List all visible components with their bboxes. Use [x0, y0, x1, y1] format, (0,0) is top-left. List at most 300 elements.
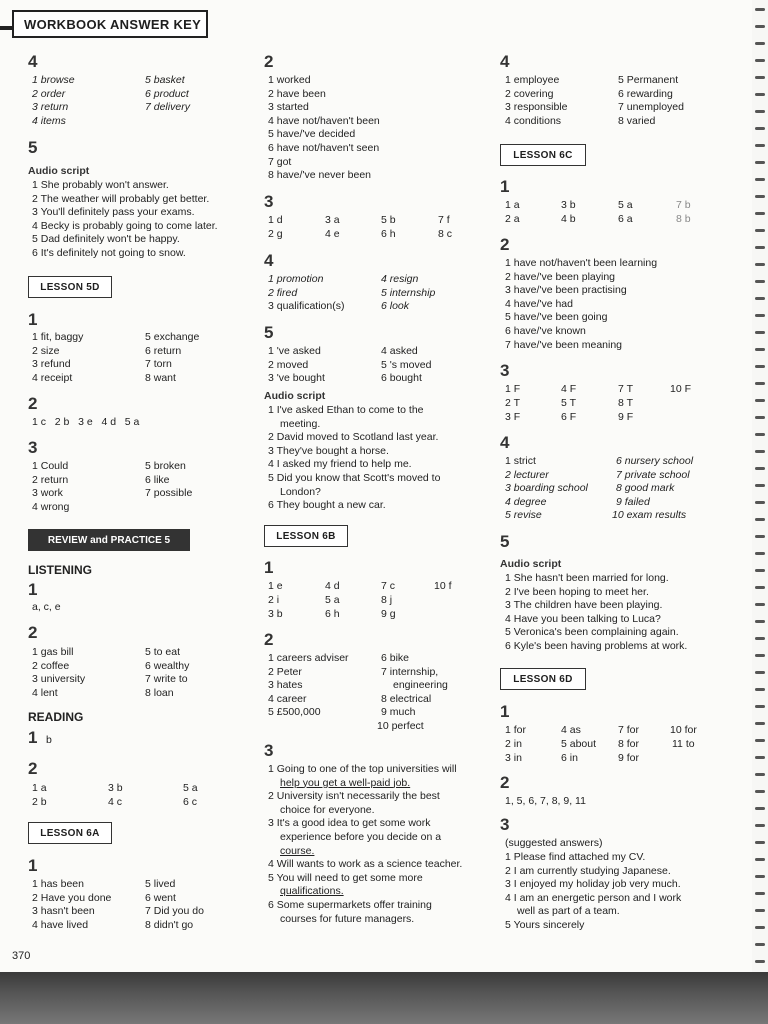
answer-item: 1 careers adviser: [268, 652, 349, 664]
answer-item: 4 wrong: [32, 500, 70, 513]
answer-item: 4 receipt: [32, 371, 73, 384]
answer-item: 8 c: [438, 228, 453, 240]
answer-item: 4 as: [561, 724, 581, 736]
answer-item: 3 a: [325, 214, 340, 226]
answer-item: 3 qualification(s): [268, 300, 345, 313]
binding-ring: [755, 314, 765, 317]
exercise-number: 2: [28, 394, 38, 413]
script-line: 3 The children have been playing.: [505, 599, 663, 612]
answer-item: 1 for: [505, 724, 527, 736]
binding-ring: [755, 773, 765, 776]
answer-item: 6 Some supermarkets offer training: [268, 898, 432, 911]
exercise-number: 1: [28, 580, 38, 599]
answer-item: 4 resign: [381, 273, 419, 285]
exercise-number: 5: [28, 138, 38, 157]
binding-ring: [755, 484, 765, 487]
script-line: 6 Kyle's been having problems at work.: [505, 639, 688, 652]
answer-list: [32, 878, 111, 932]
binding-ring: [755, 76, 765, 79]
answer-item: 5 have/'ve decided: [268, 128, 356, 141]
answer-item: 10 f: [434, 580, 452, 592]
answer-item: 5 broken: [145, 460, 186, 472]
answer-list: [612, 455, 694, 523]
answer-list: [618, 74, 684, 128]
answer-item: 8 electrical: [381, 692, 432, 705]
page-title: WORKBOOK ANSWER KEY: [12, 10, 208, 38]
answer-item: 6 return: [145, 344, 182, 357]
script-line: 5 Did you know that Scott's moved to: [268, 471, 441, 484]
answer-item: 2 fired: [268, 286, 298, 299]
answer-item: 8 j: [381, 594, 393, 606]
exercise-number: 5: [264, 323, 274, 342]
binding-ring: [755, 178, 765, 181]
answer-list: [145, 460, 192, 501]
answer-item: 2 Peter: [268, 665, 302, 678]
answer-list: [381, 345, 431, 386]
answer-item: 4 items: [32, 114, 66, 127]
binding-ring: [755, 620, 765, 623]
answer-item: 1 gas bill: [32, 646, 74, 658]
exercise-number: 1: [264, 558, 274, 577]
exercise-number: 4: [500, 52, 510, 71]
answer-item: 5 's moved: [381, 358, 432, 371]
answer-item: 4 c: [108, 795, 123, 808]
answer-item: 2 g: [268, 228, 283, 240]
answer-item: 7 have/'ve been meaning: [505, 338, 623, 351]
answer-line: 1 c 2 b 3 e 4 d 5 a: [32, 416, 140, 428]
answer-item: experience before you decide on a: [280, 830, 442, 843]
binding-ring: [755, 841, 765, 844]
lesson-6d-heading: LESSON 6D: [500, 668, 586, 690]
answer-item: 6 product: [145, 87, 189, 100]
exercise-number: 3: [500, 361, 510, 380]
script-line: 2 I've been hoping to meet her.: [505, 585, 649, 598]
answer-item: 6 c: [183, 795, 198, 808]
answer-item: 3 work: [32, 487, 63, 500]
answer-item: 3 hates: [268, 679, 303, 692]
answer-item: 3 I enjoyed my holiday job very much.: [505, 878, 681, 891]
answer-list: [145, 331, 199, 385]
exercise-number: 3: [28, 438, 38, 457]
script-line: 4 I asked my friend to help me.: [268, 458, 412, 471]
binding-ring: [755, 807, 765, 810]
answer-item: 3 in: [505, 752, 522, 764]
answer-item: 7 delivery: [145, 101, 190, 114]
answer-item: 6 wealthy: [145, 659, 190, 672]
answer-item: 10 exam results: [612, 509, 687, 522]
answer-item: 7 f: [438, 214, 450, 226]
answer-item: 2 covering: [505, 87, 554, 100]
answer-item: 8 varied: [618, 114, 656, 127]
binding-ring: [755, 144, 765, 147]
answer-item: 1 F: [505, 383, 521, 395]
answer-item: 9 much: [381, 706, 416, 719]
suggested-answers-note: (suggested answers): [505, 837, 603, 849]
answer-item: course.: [280, 844, 315, 857]
answer-item: 5 basket: [145, 74, 185, 86]
answer-item: 7 possible: [145, 487, 193, 500]
lesson-6b-heading: LESSON 6B: [264, 525, 348, 547]
audio-script-heading: Audio script: [264, 390, 326, 402]
listening-heading: LISTENING: [28, 563, 93, 577]
answer-item: 9 failed: [616, 495, 650, 508]
exercise-number: 2: [500, 235, 510, 254]
answer-item: 5 have/'ve been going: [505, 311, 608, 324]
answer-item: 1 strict: [505, 455, 536, 467]
scan-shadow: [0, 972, 768, 1024]
binding-ring: [755, 450, 765, 453]
answer-item: 3 responsible: [505, 101, 568, 114]
binding-ring: [755, 926, 765, 929]
binding-ring: [755, 110, 765, 113]
answer-item: 4 have lived: [32, 918, 89, 931]
audio-script-lines: [505, 572, 687, 654]
exercise-number: 5: [500, 532, 510, 551]
answer-item: 8 have/'ve never been: [268, 169, 371, 182]
binding-ring: [755, 858, 765, 861]
binding-ring: [755, 399, 765, 402]
exercise-number: 4: [28, 52, 38, 71]
answer-item: 5 revise: [505, 509, 542, 522]
answer-item: 3 b: [108, 782, 123, 794]
script-line: 3 You'll definitely pass your exams.: [32, 206, 195, 219]
answer-item: 10 perfect: [377, 719, 424, 732]
script-line: 5 Dad definitely won't be happy.: [32, 233, 180, 246]
reading-heading: READING: [28, 710, 84, 724]
answer-list: [505, 74, 567, 128]
exercise-number: 1: [28, 310, 38, 329]
script-line: 1 She probably won't answer.: [32, 179, 169, 191]
binding-ring: [755, 42, 765, 45]
answer-item: 3 hasn't been: [32, 905, 95, 918]
answer-item: 5 exchange: [145, 331, 200, 343]
answer-item: 6 like: [145, 473, 170, 486]
answer-item: 1 employee: [505, 74, 560, 86]
answer-item: 6 bike: [381, 652, 410, 664]
answer-item: 1 've asked: [268, 345, 321, 357]
script-line: 5 Veronica's been complaining again.: [505, 626, 679, 639]
answer-item: 3 refund: [32, 358, 71, 371]
binding-ring: [755, 569, 765, 572]
answer-item: 6 a: [618, 213, 633, 225]
answer-item: 6 went: [145, 891, 176, 904]
answer-item: 6 look: [381, 300, 410, 313]
answer-item: 1 e: [268, 580, 283, 592]
binding-ring: [755, 195, 765, 198]
answer-item: 7 b: [676, 199, 691, 211]
answer-item: 1 has been: [32, 878, 84, 890]
binding-ring: [755, 586, 765, 589]
answer-list: [32, 782, 47, 809]
answer-list: [32, 646, 85, 700]
binding-ring: [755, 331, 765, 334]
answer-item: 3 've bought: [268, 372, 325, 385]
binding-ring: [755, 280, 765, 283]
answer-item: 1 a: [32, 782, 47, 794]
answer-item: 1 a: [505, 199, 520, 211]
binding-ring: [755, 756, 765, 759]
audio-script-lines: [32, 179, 218, 261]
answer-item: 1 Could: [32, 460, 69, 472]
answer-list: [145, 646, 189, 700]
answer-item: 2 Have you done: [32, 891, 112, 904]
answer-item: 2 T: [505, 397, 520, 409]
answer-item: 4 d: [325, 580, 340, 592]
answer-item: 6 in: [561, 752, 578, 764]
lesson-6c-heading: LESSON 6C: [500, 144, 586, 166]
exercise-number: 2: [264, 630, 274, 649]
answer-list: [268, 74, 380, 183]
answer-item: 9 g: [381, 608, 396, 620]
audio-script-lines: [268, 404, 440, 513]
answer-item: 2 return: [32, 473, 69, 486]
answer-item: 2 size: [32, 344, 60, 357]
answer-list: [32, 331, 83, 385]
answer-list: [268, 345, 325, 386]
answer-list: [145, 878, 204, 932]
binding-ring: [755, 518, 765, 521]
exercise-number: 2: [264, 52, 274, 71]
binding-ring: [755, 229, 765, 232]
answer-list: [145, 74, 190, 115]
answer-item: 3 b: [561, 199, 576, 211]
answer-item: 5 internship: [381, 286, 436, 299]
answer-item: 7 internship,: [381, 665, 439, 678]
answer-item: 2 lecturer: [505, 468, 549, 481]
review-and-practice-heading: REVIEW and PRACTICE 5: [28, 529, 190, 551]
binding-ring: [755, 59, 765, 62]
exercise-number: 2: [500, 773, 510, 792]
answer-item: 5 to eat: [145, 646, 181, 658]
answer-item: 11 to: [672, 738, 695, 750]
audio-script-heading: Audio script: [28, 165, 90, 177]
binding-ring: [755, 501, 765, 504]
binding-ring: [755, 892, 765, 895]
answer-item: 6 bought: [381, 372, 422, 385]
binding-ring: [755, 433, 765, 436]
answer-item: 4 asked: [381, 345, 418, 357]
answer-item: 7 torn: [145, 358, 172, 371]
answer-item: 2 in: [505, 738, 522, 750]
lesson-5d-heading: LESSON 5D: [28, 276, 112, 298]
answer-item: 1 have not/haven't been learning: [505, 257, 658, 269]
binding-ring: [755, 552, 765, 555]
answer-item: 4 conditions: [505, 114, 562, 127]
answer-item: help you get a well-paid job.: [280, 776, 411, 789]
binding-ring: [755, 535, 765, 538]
answer-item: 4 I am an energetic person and I work: [505, 891, 682, 904]
answer-item: 9 F: [618, 411, 634, 423]
answer-item: well as part of a team.: [517, 905, 620, 918]
answer-item: 7 for: [618, 724, 640, 736]
answer-item: 6 have/'ve known: [505, 324, 586, 337]
answer-item: 2 b: [32, 795, 47, 808]
answer-item: 8 loan: [145, 686, 174, 699]
answer-item: 4 have/'ve had: [505, 297, 573, 310]
audio-script-heading: Audio script: [500, 558, 562, 570]
answer-item: 2 have been: [268, 87, 326, 100]
script-line: meeting.: [280, 417, 321, 430]
script-line: London?: [280, 485, 321, 498]
answer-item: 6 nursery school: [616, 455, 694, 467]
answer-item: 8 T: [618, 397, 633, 409]
answer-item: 4 b: [561, 213, 576, 225]
binding-ring: [755, 348, 765, 351]
exercise-number: 1: [500, 177, 510, 196]
script-line: 4 Have you been talking to Luca?: [505, 612, 661, 625]
answer-item: 8 didn't go: [145, 918, 194, 931]
binding-ring: [755, 263, 765, 266]
answer-item: 3 F: [505, 411, 521, 423]
binding-ring: [755, 637, 765, 640]
answer-line: a, c, e: [32, 601, 61, 613]
answer-item: 5 b: [381, 214, 396, 226]
exercise-number: 2: [28, 623, 38, 642]
answer-list: [268, 273, 344, 314]
script-line: 6 It's definitely not going to snow.: [32, 246, 186, 259]
answer-item: 7 write to: [145, 673, 188, 686]
answer-item: 1 d: [268, 214, 283, 226]
answer-item: 1 promotion: [268, 273, 324, 285]
binding-ring: [755, 382, 765, 385]
answer-item: 4 degree: [505, 495, 547, 508]
answer-item: choice for everyone.: [280, 803, 375, 816]
answer-list: [268, 763, 462, 926]
binding-ring: [755, 722, 765, 725]
binding-ring: [755, 671, 765, 674]
script-line: 1 She hasn't been married for long.: [505, 572, 669, 584]
answer-item: 2 I am currently studying Japanese.: [505, 864, 671, 877]
answer-item: 2 have/'ve been playing: [505, 270, 616, 283]
answer-item: 1 browse: [32, 74, 75, 86]
answer-line: 1, 5, 6, 7, 8, 9, 11: [505, 795, 586, 807]
exercise-number: 4: [264, 251, 274, 270]
answer-item: courses for future managers.: [280, 912, 415, 925]
script-line: 1 I've asked Ethan to come to the: [268, 404, 424, 416]
answer-item: 8 want: [145, 371, 176, 384]
answer-item: 5 lived: [145, 878, 176, 890]
binding-ring: [755, 8, 765, 11]
exercise-number: 3: [500, 815, 510, 834]
binding-ring: [755, 297, 765, 300]
answer-item: 1 worked: [268, 74, 311, 86]
answer-item: 7 T: [618, 383, 633, 395]
lesson-6a-heading: LESSON 6A: [28, 822, 112, 844]
answer-item: 1 Going to one of the top universities will: [268, 763, 457, 775]
binding-ring: [755, 875, 765, 878]
answer-line: b: [46, 734, 52, 746]
exercise-number: 1: [28, 728, 38, 747]
answer-list: [505, 257, 657, 352]
answer-item: 4 F: [561, 383, 577, 395]
answer-item: 7 Did you do: [145, 905, 204, 918]
script-line: 3 They've bought a horse.: [268, 444, 389, 457]
answer-item: 2 i: [268, 594, 280, 606]
binding-ring: [755, 705, 765, 708]
binding-ring: [755, 246, 765, 249]
answer-item: 5 a: [183, 782, 198, 794]
answer-item: 6 F: [561, 411, 577, 423]
answer-item: 6 h: [325, 608, 340, 620]
answer-item: 9 for: [618, 752, 640, 764]
answer-item: 10 for: [670, 724, 697, 736]
answer-item: 6 have not/haven't seen: [268, 141, 380, 154]
answer-item: 2 coffee: [32, 659, 70, 672]
exercise-number: 3: [264, 741, 274, 760]
answer-item: 7 got: [268, 155, 292, 168]
binding-ring: [755, 739, 765, 742]
binding-ring: [755, 943, 765, 946]
binding-ring: [755, 603, 765, 606]
answer-item: 3 return: [32, 101, 69, 114]
page-number: 370: [12, 950, 31, 962]
binding-ring: [755, 960, 765, 963]
answer-list: [377, 652, 448, 734]
binding-ring: [755, 161, 765, 164]
binding-ring: [755, 790, 765, 793]
answer-item: 3 b: [268, 608, 283, 620]
answer-item: 2 University isn't necessarily the best: [268, 790, 440, 803]
binding-ring: [755, 824, 765, 827]
answer-item: 1 fit, baggy: [32, 331, 84, 343]
binding-ring: [755, 909, 765, 912]
answer-item: 5 Permanent: [618, 74, 679, 86]
answer-item: 8 for: [618, 738, 640, 750]
answer-item: qualifications.: [280, 885, 344, 898]
answer-list: [32, 74, 75, 128]
answer-item: 6 h: [381, 228, 396, 240]
binding-ring: [755, 654, 765, 657]
answer-item: 3 started: [268, 101, 309, 114]
spiral-binding: [752, 0, 768, 972]
answer-list: [505, 851, 681, 933]
answer-item: 8 good mark: [616, 482, 675, 495]
exercise-number: 2: [28, 759, 38, 778]
script-line: 4 Becky is probably going to come later.: [32, 219, 218, 232]
answer-item: 7 c: [381, 580, 396, 592]
answer-item: 1 Please find attached my CV.: [505, 851, 646, 863]
answer-list: [505, 455, 588, 523]
answer-item: 4 career: [268, 692, 307, 705]
answer-item: 4 e: [325, 228, 340, 240]
answer-item: 5 about: [561, 738, 597, 750]
binding-ring: [755, 127, 765, 130]
exercise-number: 1: [28, 856, 38, 875]
answer-item: 5 Yours sincerely: [505, 918, 585, 931]
answer-list: [32, 460, 69, 514]
answer-item: 7 private school: [616, 468, 690, 481]
exercise-number: 1: [500, 702, 510, 721]
binding-ring: [755, 93, 765, 96]
answer-item: 4 lent: [32, 686, 58, 699]
answer-item: 2 order: [32, 87, 66, 100]
script-line: 2 The weather will probably get better.: [32, 192, 210, 205]
binding-ring: [755, 688, 765, 691]
answer-item: 5 a: [618, 199, 633, 211]
answer-item: 2 a: [505, 213, 520, 225]
answer-item: 3 have/'ve been practising: [505, 284, 627, 297]
binding-ring: [755, 25, 765, 28]
answer-item: 7 unemployed: [618, 101, 684, 114]
answer-item: engineering: [393, 679, 448, 692]
binding-ring: [755, 467, 765, 470]
answer-item: 4 Will wants to work as a science teacher.: [268, 858, 463, 871]
binding-ring: [755, 365, 765, 368]
answer-item: 3 It's a good idea to get some work: [268, 817, 431, 830]
binding-ring: [755, 212, 765, 215]
script-line: 2 David moved to Scotland last year.: [268, 431, 439, 444]
answer-item: 6 rewarding: [618, 87, 673, 100]
